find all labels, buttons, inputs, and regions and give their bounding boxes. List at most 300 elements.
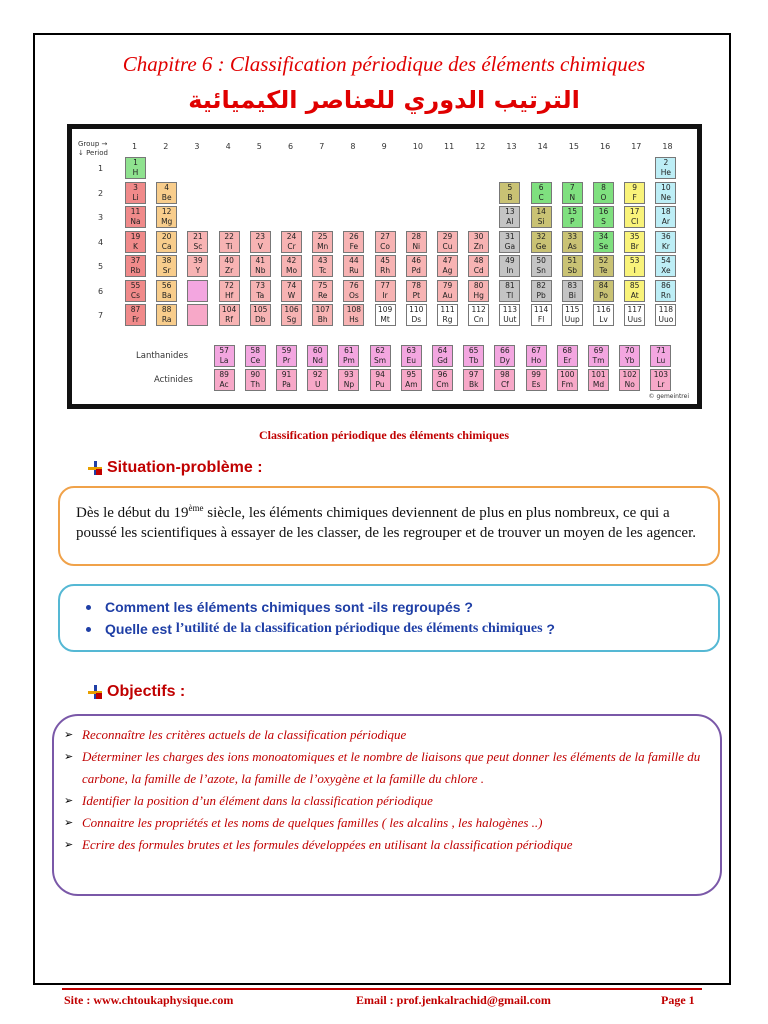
atomic-number: 38 <box>161 256 172 265</box>
period-number: 7 <box>98 311 104 320</box>
element-cell <box>125 280 146 302</box>
element-cell <box>187 280 208 302</box>
situation-heading <box>88 459 263 477</box>
atomic-number: 4 <box>164 182 170 192</box>
objective-item <box>64 790 710 812</box>
atomic-number: 74 <box>286 280 297 290</box>
element-cell <box>156 231 177 253</box>
element-cell <box>624 304 645 326</box>
group-number: 13 <box>506 142 517 151</box>
element-cell <box>187 304 208 326</box>
atomic-number: 9 <box>632 182 638 192</box>
element-cell <box>437 304 458 326</box>
atomic-number: 92 <box>312 370 323 379</box>
element-cell <box>562 304 583 326</box>
element-symbol: Uup <box>564 315 580 324</box>
element-symbol: Dy <box>499 356 510 365</box>
element-symbol: Hf <box>224 290 234 300</box>
group-number: 16 <box>600 142 611 151</box>
atomic-number: 44 <box>349 256 359 265</box>
element-symbol: Cr <box>287 241 296 251</box>
objective-item <box>64 746 710 790</box>
atomic-number: 69 <box>593 346 604 355</box>
element-cell <box>406 231 427 253</box>
period-number: 5 <box>98 262 104 271</box>
element-cell <box>401 345 422 367</box>
element-symbol: B <box>507 192 513 202</box>
period-number: 3 <box>98 213 104 222</box>
atomic-number: 118 <box>658 305 674 314</box>
element-cell <box>463 369 484 391</box>
question-2 <box>86 618 692 640</box>
element-cell <box>499 206 520 228</box>
atomic-number: 17 <box>629 207 640 216</box>
element-symbol: S <box>601 217 606 226</box>
objectifs-box <box>52 714 722 896</box>
footer-email[interactable]: Email : prof.jenkalrachid@gmail.com <box>356 993 551 1007</box>
situation-heading-text: Situation-problème : <box>107 459 263 476</box>
element-symbol: K <box>133 241 138 251</box>
atomic-number: 16 <box>598 207 609 216</box>
atomic-number: 32 <box>536 231 546 241</box>
atomic-number: 27 <box>380 231 390 241</box>
element-symbol: Cm <box>436 380 449 389</box>
element-symbol: Kr <box>661 241 670 251</box>
element-cell <box>245 345 266 367</box>
atomic-number: 1 <box>133 158 138 167</box>
atomic-number: 39 <box>193 256 203 265</box>
element-cell <box>655 304 676 326</box>
element-cell <box>588 369 609 391</box>
atomic-number: 106 <box>284 305 299 314</box>
atomic-number: 76 <box>349 280 359 290</box>
element-cell <box>250 255 271 277</box>
atomic-number: 12 <box>161 207 172 216</box>
element-cell <box>219 255 240 277</box>
element-symbol: Eu <box>406 356 417 365</box>
period-number: 4 <box>98 237 104 247</box>
element-cell <box>312 255 333 277</box>
situation-superscript: ème <box>188 503 204 513</box>
periodic-table-image <box>67 124 702 409</box>
element-symbol: Ir <box>382 290 388 300</box>
questions-box <box>58 584 720 652</box>
element-symbol: Si <box>537 217 545 226</box>
element-symbol: Ca <box>161 241 172 251</box>
atomic-number: 80 <box>473 280 484 290</box>
atomic-number: 101 <box>591 370 606 379</box>
element-symbol: Re <box>317 290 328 300</box>
element-cell <box>125 231 146 253</box>
atomic-number: 34 <box>598 231 609 241</box>
element-cell <box>624 231 645 253</box>
element-symbol: V <box>257 241 263 251</box>
objective-item <box>64 834 710 856</box>
element-cell <box>655 255 676 277</box>
element-cell <box>219 280 240 302</box>
element-cell <box>499 182 520 204</box>
element-symbol: Zr <box>224 266 234 275</box>
arrow-icon: ➢ <box>64 839 74 851</box>
atomic-number: 58 <box>250 346 261 355</box>
element-symbol: Mo <box>285 266 298 275</box>
image-credit: © gemeintrei <box>648 393 689 400</box>
atomic-number: 24 <box>286 231 297 241</box>
element-cell <box>619 345 640 367</box>
element-symbol: Yb <box>625 356 635 365</box>
atomic-number: 11 <box>130 207 141 216</box>
element-symbol: Rf <box>225 315 234 324</box>
element-cell <box>624 206 645 228</box>
element-symbol: Ce <box>250 356 261 365</box>
element-cell <box>312 280 333 302</box>
objectifs-heading <box>88 683 185 701</box>
element-symbol: Fl <box>537 315 545 324</box>
group-number: 4 <box>225 142 231 151</box>
element-symbol: Am <box>405 380 418 389</box>
element-cell <box>593 280 614 302</box>
element-cell <box>375 255 396 277</box>
atomic-number: 57 <box>219 346 229 355</box>
element-symbol: Md <box>592 380 605 389</box>
element-cell <box>375 280 396 302</box>
atomic-number: 59 <box>281 346 292 355</box>
element-symbol: Fr <box>132 315 139 324</box>
element-symbol: Fe <box>349 241 359 251</box>
group-number: 2 <box>163 142 169 151</box>
element-symbol: Al <box>506 217 514 226</box>
element-symbol: Os <box>348 290 359 300</box>
element-symbol: Mt <box>380 315 390 324</box>
group-number: 3 <box>194 142 200 151</box>
atomic-number: 113 <box>502 305 518 314</box>
element-symbol: Ag <box>442 266 453 275</box>
element-cell <box>281 231 302 253</box>
atomic-number: 6 <box>538 182 544 192</box>
element-cell <box>432 369 453 391</box>
element-cell <box>281 304 302 326</box>
element-cell <box>250 304 271 326</box>
element-cell <box>432 345 453 367</box>
element-symbol: Ds <box>411 315 422 324</box>
atomic-number: 94 <box>375 370 385 379</box>
objective-text: Identifier la position d’un élément dans la classification périodique <box>82 793 433 808</box>
element-symbol: Pt <box>412 290 421 300</box>
atomic-number: 13 <box>505 207 515 216</box>
element-cell <box>125 255 146 277</box>
atomic-number: 96 <box>437 370 448 379</box>
atomic-number: 109 <box>377 305 393 314</box>
element-symbol: Ac <box>219 380 229 389</box>
element-cell <box>499 280 520 302</box>
atomic-number: 87 <box>130 305 141 314</box>
element-symbol: Se <box>598 241 609 251</box>
period-number: 6 <box>98 286 104 296</box>
element-cell <box>655 182 676 204</box>
question-1-text: Comment les éléments chimiques sont -ils regroupés ? <box>105 599 473 615</box>
element-symbol: P <box>570 217 575 226</box>
element-symbol: Nb <box>255 266 266 275</box>
atomic-number: 89 <box>219 370 229 379</box>
element-symbol: U <box>314 380 321 389</box>
element-symbol: Sm <box>374 356 387 365</box>
element-cell <box>156 182 177 204</box>
element-cell <box>401 369 422 391</box>
group-number: 5 <box>256 142 262 151</box>
atomic-number: 60 <box>312 346 323 355</box>
atomic-number: 30 <box>473 231 484 241</box>
lanthanides-label: Lanthanides <box>136 351 189 361</box>
element-cell <box>187 231 208 253</box>
atomic-number: 112 <box>471 305 486 314</box>
element-symbol: Tl <box>506 290 514 300</box>
atomic-number: 51 <box>567 256 578 265</box>
element-cell <box>593 255 614 277</box>
footer-divider <box>62 988 702 990</box>
group-axis-label: Group → <box>78 140 108 148</box>
element-symbol: Bh <box>317 315 328 324</box>
element-symbol: Ta <box>256 290 265 300</box>
element-symbol: Rb <box>130 266 141 275</box>
objective-item <box>64 812 710 834</box>
element-cell <box>343 280 364 302</box>
atomic-number: 43 <box>317 256 328 265</box>
element-symbol: Ho <box>530 356 542 365</box>
element-symbol: Hg <box>473 290 484 300</box>
element-symbol: Lu <box>656 356 666 365</box>
atomic-number: 117 <box>627 305 642 314</box>
element-symbol: Y <box>195 266 201 275</box>
atomic-number: 56 <box>161 280 172 290</box>
element-cell <box>562 231 583 253</box>
element-symbol: Li <box>132 192 139 202</box>
element-symbol: Ba <box>161 290 172 300</box>
element-cell <box>650 369 671 391</box>
element-cell <box>156 206 177 228</box>
element-cell <box>437 231 458 253</box>
element-symbol: Xe <box>661 266 671 275</box>
element-symbol: Ra <box>161 315 172 324</box>
element-cell <box>250 280 271 302</box>
element-symbol: Mn <box>317 241 329 251</box>
arrow-icon: ➢ <box>64 795 74 807</box>
element-cell <box>307 345 328 367</box>
element-symbol: Ni <box>412 241 421 251</box>
arrow-icon: ➢ <box>64 751 74 763</box>
element-symbol: Pb <box>536 290 546 300</box>
atomic-number: 18 <box>661 207 671 216</box>
element-cell <box>526 369 547 391</box>
atomic-number: 45 <box>380 256 390 265</box>
element-cell <box>463 345 484 367</box>
objectifs-heading-text: Objectifs : <box>107 683 186 700</box>
element-cell <box>437 255 458 277</box>
atomic-number: 77 <box>380 280 390 290</box>
element-cell <box>499 304 520 326</box>
element-cell <box>219 304 240 326</box>
atomic-number: 71 <box>656 346 666 355</box>
atomic-number: 35 <box>629 231 640 241</box>
element-cell <box>593 231 614 253</box>
atomic-number: 49 <box>505 256 515 265</box>
element-cell <box>370 369 391 391</box>
element-symbol: Au <box>442 290 453 300</box>
group-number: 10 <box>412 142 423 151</box>
element-symbol: Te <box>599 266 608 275</box>
objective-text: Reconnaître les critères actuels de la classification périodique <box>82 727 407 742</box>
element-cell <box>187 255 208 277</box>
element-symbol: Rh <box>380 266 391 275</box>
element-symbol: Sb <box>567 266 578 275</box>
atomic-number: 21 <box>193 231 203 241</box>
atomic-number: 8 <box>601 182 606 192</box>
element-symbol: H <box>132 168 139 177</box>
element-cell <box>406 255 427 277</box>
element-cell <box>214 369 235 391</box>
element-symbol: Cf <box>500 380 509 389</box>
element-symbol: C <box>538 192 544 202</box>
element-cell <box>214 345 235 367</box>
element-symbol: Sg <box>286 315 297 324</box>
atomic-number: 88 <box>161 305 172 314</box>
element-cell <box>281 280 302 302</box>
bullet-icon <box>88 461 102 475</box>
atomic-number: 29 <box>442 231 453 241</box>
atomic-number: 25 <box>317 231 328 241</box>
footer-site[interactable]: Site : www.chtoukaphysique.com <box>64 993 234 1007</box>
period-number: 1 <box>98 164 104 173</box>
atomic-number: 107 <box>315 305 330 314</box>
arrow-icon: ➢ <box>64 817 74 829</box>
element-cell <box>125 206 146 228</box>
atomic-number: 61 <box>344 346 354 355</box>
atomic-number: 42 <box>286 256 297 265</box>
element-symbol: Es <box>531 380 541 389</box>
atomic-number: 65 <box>468 346 479 355</box>
atomic-number: 79 <box>442 280 453 290</box>
element-symbol: F <box>632 192 637 202</box>
element-cell <box>494 369 515 391</box>
question-2-start: Quelle est <box>105 621 176 637</box>
element-cell <box>125 182 146 204</box>
element-cell <box>468 280 489 302</box>
element-cell <box>276 369 297 391</box>
atomic-number: 83 <box>567 280 578 290</box>
group-number: 11 <box>444 142 455 151</box>
element-cell <box>343 255 364 277</box>
element-cell <box>375 304 396 326</box>
atomic-number: 97 <box>468 370 479 379</box>
atomic-number: 78 <box>411 280 422 290</box>
atomic-number: 14 <box>536 207 546 216</box>
element-cell <box>370 345 391 367</box>
element-cell <box>406 280 427 302</box>
bullet-dot-icon <box>86 605 91 610</box>
element-symbol: Lv <box>599 315 608 324</box>
element-cell <box>125 304 146 326</box>
element-symbol: Sc <box>193 241 203 251</box>
element-symbol: I <box>633 266 636 275</box>
element-symbol: Uus <box>627 315 642 324</box>
atomic-number: 55 <box>130 280 141 290</box>
element-symbol: No <box>624 380 635 389</box>
element-symbol: Cs <box>130 290 141 300</box>
element-symbol: Cl <box>631 217 639 226</box>
element-symbol: Pu <box>375 380 385 389</box>
arrow-icon: ➢ <box>64 729 74 741</box>
element-symbol: Zn <box>473 241 484 251</box>
element-symbol: Sn <box>536 266 546 275</box>
atomic-number: 62 <box>375 346 385 355</box>
element-cell <box>499 231 520 253</box>
element-symbol: Pm <box>342 356 355 365</box>
element-symbol: Nd <box>312 356 323 365</box>
element-cell <box>312 231 333 253</box>
atomic-number: 104 <box>221 305 237 314</box>
element-symbol: Fm <box>561 380 574 389</box>
objective-text: Connaitre les propriétés et les noms de quelques familles ( les alcalins , les halogènes ..) <box>82 815 543 830</box>
element-cell <box>156 304 177 326</box>
element-cell <box>624 280 645 302</box>
atomic-number: 72 <box>224 280 234 290</box>
objective-text: Ecrire des formules brutes et les formules développées en utilisant la classification périodique <box>82 837 573 852</box>
atomic-number: 116 <box>596 305 611 314</box>
period-number: 2 <box>98 188 104 198</box>
element-symbol: N <box>569 192 576 202</box>
atomic-number: 2 <box>663 158 669 167</box>
group-number: 14 <box>537 142 548 151</box>
atomic-number: 7 <box>569 182 575 192</box>
element-cell <box>156 255 177 277</box>
element-cell <box>312 304 333 326</box>
element-symbol: Be <box>161 192 172 202</box>
element-symbol: Na <box>130 217 141 226</box>
atomic-number: 115 <box>565 305 580 314</box>
element-symbol: Cd <box>473 266 484 275</box>
atomic-number: 26 <box>349 231 359 241</box>
bullet-icon <box>88 685 102 699</box>
element-cell <box>593 304 614 326</box>
element-cell <box>125 157 146 179</box>
element-symbol: Ga <box>504 241 516 251</box>
question-2-highlight: l’utilité de la classification périodique des éléments chimiques <box>175 621 543 636</box>
element-cell <box>593 182 614 204</box>
element-symbol: As <box>567 241 577 251</box>
element-symbol: Ne <box>660 192 671 202</box>
element-symbol: In <box>506 266 514 275</box>
element-symbol: Db <box>255 315 266 324</box>
element-symbol: Rg <box>442 315 453 324</box>
group-number: 7 <box>319 142 325 151</box>
atomic-number: 98 <box>500 370 510 379</box>
chapter-title: Chapitre 6 : Classification périodique des éléments chimiques <box>122 52 646 76</box>
element-symbol: Rn <box>660 290 671 300</box>
element-cell <box>562 280 583 302</box>
element-symbol: Cu <box>442 241 453 251</box>
element-cell <box>437 280 458 302</box>
element-cell <box>526 345 547 367</box>
element-cell <box>245 369 266 391</box>
element-cell <box>338 369 359 391</box>
atomic-number: 36 <box>661 231 671 241</box>
atomic-number: 28 <box>411 231 422 241</box>
bullet-dot-icon <box>86 627 91 632</box>
atomic-number: 33 <box>567 231 578 241</box>
element-symbol: La <box>219 356 229 365</box>
group-number: 12 <box>475 142 486 151</box>
atomic-number: 95 <box>406 370 417 379</box>
element-cell <box>655 157 676 179</box>
